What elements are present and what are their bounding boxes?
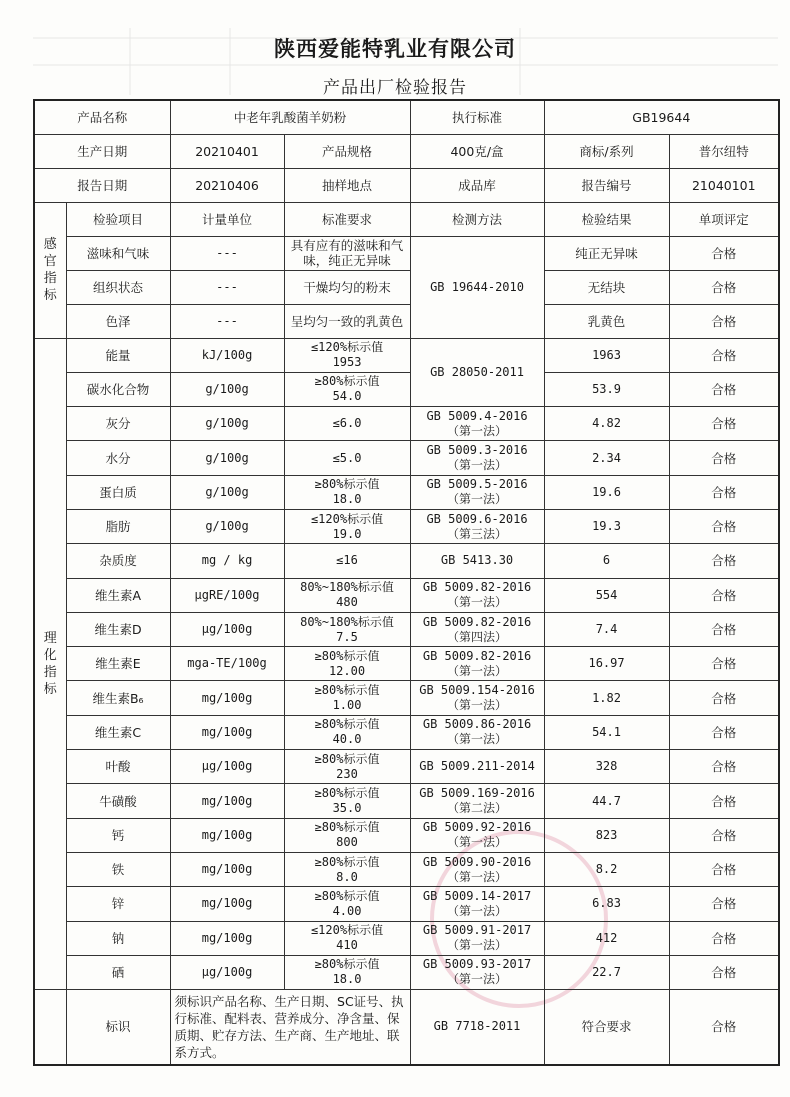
method-cell (410, 441, 544, 475)
requirement-line2: 40.0 (332, 732, 362, 747)
header-label: 商标/系列 (544, 134, 669, 168)
verdict-cell: 合格 (669, 304, 779, 338)
method-line2: （第一法） (447, 663, 508, 678)
requirement-cell (284, 715, 410, 749)
method-cell (410, 612, 544, 646)
item-name: 维生素D (66, 612, 170, 646)
verdict-cell: 合格 (669, 784, 779, 818)
method-line1: GB 5009.92-2016 (422, 820, 532, 835)
result-cell: 16.97 (544, 647, 669, 681)
item-name: 维生素A (66, 578, 170, 612)
table-row (34, 612, 779, 646)
requirement-line1: ≤120%标示值 (310, 923, 384, 938)
requirement-cell (284, 475, 410, 509)
header-value: 20210406 (170, 168, 284, 202)
unit-cell: --- (170, 304, 284, 338)
method-line1: GB 5009.86-2016 (422, 717, 532, 732)
verdict-cell: 合格 (669, 715, 779, 749)
item-name: 能量 (66, 338, 170, 372)
verdict-cell: 合格 (669, 921, 779, 955)
unit-cell: μg/100g (170, 750, 284, 784)
item-name: 铁 (66, 852, 170, 886)
category-sensory: 感 官 指 标 (34, 202, 66, 338)
requirement-line2: 35.0 (332, 801, 362, 815)
requirement-line1: ≥80%标示值 (314, 854, 380, 869)
unit-cell: mg/100g (170, 681, 284, 715)
verdict-cell: 合格 (669, 990, 779, 1065)
requirement-line1: ≥80%标示值 (314, 751, 380, 766)
item-name: 脂肪 (66, 509, 170, 543)
unit-cell: mga-TE/100g (170, 647, 284, 681)
unit-cell: g/100g (170, 407, 284, 441)
column-header-row (34, 202, 779, 236)
category-physchem: 理 化 指 标 (34, 338, 66, 990)
table-row (34, 715, 779, 749)
requirement-line2: 480 (336, 595, 358, 610)
table-row (34, 236, 779, 270)
requirement-line2: 8.0 (336, 869, 358, 884)
item-name: 色泽 (66, 304, 170, 338)
result-cell: 554 (544, 578, 669, 612)
header-value: GB19644 (544, 100, 779, 134)
requirement-line1: ≤120%标示值 (310, 511, 384, 526)
item-name: 维生素B₆ (66, 681, 170, 715)
table-row (34, 750, 779, 784)
requirement-cell: ≤6.0 (284, 407, 410, 441)
header-row (34, 168, 779, 202)
column-header-method: 检测方法 (410, 202, 544, 236)
result-cell: 符合要求 (544, 990, 669, 1065)
method-line2: （第一法） (447, 732, 508, 747)
column-header-unit: 计量单位 (170, 202, 284, 236)
unit-cell: μgRE/100g (170, 578, 284, 612)
table-row (34, 578, 779, 612)
method-cell (410, 784, 544, 818)
header-row (34, 100, 779, 134)
requirement-cell (284, 887, 410, 921)
method-cell (410, 407, 544, 441)
header-label: 执行标准 (410, 100, 544, 134)
table-row (34, 921, 779, 955)
verdict-cell: 合格 (669, 852, 779, 886)
requirement-line1: ≥80%标示值 (314, 477, 380, 492)
method-line1: GB 5009.154-2016 (419, 683, 535, 698)
header-label: 报告编号 (544, 168, 669, 202)
verdict-cell: 合格 (669, 475, 779, 509)
requirement-line1: ≥80%标示值 (314, 717, 380, 732)
requirement-line1: ≥80%标示值 (314, 374, 380, 389)
requirement-line1: ≥80%标示值 (314, 648, 380, 663)
unit-cell: mg/100g (170, 921, 284, 955)
item-name: 硒 (66, 955, 170, 989)
verdict-cell: 合格 (669, 407, 779, 441)
header-value: 中老年乳酸菌羊奶粉 (170, 100, 410, 134)
result-cell: 纯正无异味 (544, 236, 669, 270)
requirement-cell (284, 784, 410, 818)
requirement-line2: 19.0 (332, 526, 362, 541)
requirement-cell (284, 921, 410, 955)
requirement-line1: ≥80%标示值 (314, 957, 380, 972)
method-line1: GB 5009.3-2016 (426, 443, 528, 458)
unit-cell: g/100g (170, 441, 284, 475)
verdict-cell: 合格 (669, 681, 779, 715)
requirement-line1: 80%~180%标示值 (300, 580, 394, 595)
item-name: 维生素C (66, 715, 170, 749)
result-cell: 2.34 (544, 441, 669, 475)
item-name: 水分 (66, 441, 170, 475)
unit-cell: mg/100g (170, 715, 284, 749)
method-line2: （第一法） (447, 423, 508, 438)
method-line1: GB 5009.90-2016 (422, 854, 532, 869)
column-header-item: 检验项目 (66, 202, 170, 236)
item-name: 组织状态 (66, 270, 170, 304)
method-line2: （第一法） (447, 835, 508, 850)
requirement-line1: ≥80%标示值 (314, 683, 380, 698)
method-line1: GB 5009.82-2016 (422, 614, 532, 629)
method-line2: （第四法） (447, 629, 508, 644)
requirement-line1: ≥80%标示值 (314, 820, 380, 835)
method-cell: GB 7718-2011 (410, 990, 544, 1065)
column-header-requirement: 标准要求 (284, 202, 410, 236)
method-line1: GB 5009.14-2017 (422, 888, 532, 903)
result-cell: 4.82 (544, 407, 669, 441)
method-cell (410, 681, 544, 715)
labeling-requirement: 须标识产品名称、生产日期、SC证号、执行标准、配料表、营养成分、净含量、保质期、贮存方法、生产商、生产地址、联系方式。 (170, 990, 410, 1065)
method-line2: （第二法） (447, 801, 508, 815)
verdict-cell: 合格 (669, 509, 779, 543)
requirement-line1: ≥80%标示值 (314, 888, 380, 903)
requirement-cell: ≤5.0 (284, 441, 410, 475)
header-value: 20210401 (170, 134, 284, 168)
requirement-line2: 味，纯正无异味 (303, 253, 391, 268)
table-row (34, 475, 779, 509)
method-line1: GB 5009.82-2016 (422, 580, 532, 595)
requirement-line2: 18.0 (332, 492, 362, 507)
result-cell: 6 (544, 544, 669, 578)
table-row (34, 372, 779, 406)
requirement-line2: 410 (336, 938, 358, 953)
inspection-table (33, 99, 780, 1066)
result-cell: 44.7 (544, 784, 669, 818)
method-cell (410, 578, 544, 612)
header-row (34, 134, 779, 168)
unit-cell: --- (170, 236, 284, 270)
item-name: 蛋白质 (66, 475, 170, 509)
table-row (34, 647, 779, 681)
column-header-verdict: 单项评定 (669, 202, 779, 236)
requirement-cell: 呈均匀一致的乳黄色 (284, 304, 410, 338)
requirement-cell (284, 955, 410, 989)
unit-cell: mg/100g (170, 818, 284, 852)
table-row (34, 818, 779, 852)
requirement-cell (284, 681, 410, 715)
unit-cell: μg/100g (170, 955, 284, 989)
column-header-result: 检验结果 (544, 202, 669, 236)
method-line2: （第三法） (447, 526, 508, 541)
result-cell: 8.2 (544, 852, 669, 886)
header-label: 产品名称 (34, 100, 170, 134)
requirement-line2: 12.00 (328, 663, 366, 678)
verdict-cell: 合格 (669, 887, 779, 921)
method-line1: GB 5009.91-2017 (422, 923, 532, 938)
result-cell: 1963 (544, 338, 669, 372)
header-label: 产品规格 (284, 134, 410, 168)
result-cell: 19.6 (544, 475, 669, 509)
unit-cell: g/100g (170, 475, 284, 509)
method-cell: GB 5413.30 (410, 544, 544, 578)
table-row (34, 304, 779, 338)
result-cell: 22.7 (544, 955, 669, 989)
unit-cell: g/100g (170, 509, 284, 543)
item-name: 钙 (66, 818, 170, 852)
unit-cell: mg/100g (170, 784, 284, 818)
header-label: 生产日期 (34, 134, 170, 168)
requirement-cell (284, 818, 410, 852)
method-line1: GB 5009.4-2016 (426, 408, 528, 423)
verdict-cell: 合格 (669, 750, 779, 784)
result-cell: 412 (544, 921, 669, 955)
item-name: 杂质度 (66, 544, 170, 578)
method-line1: GB 5009.82-2016 (422, 648, 532, 663)
item-name: 锌 (66, 887, 170, 921)
result-cell: 53.9 (544, 372, 669, 406)
method-cell: GB 28050-2011 (410, 338, 544, 407)
result-cell: 乳黄色 (544, 304, 669, 338)
verdict-cell: 合格 (669, 578, 779, 612)
result-cell: 328 (544, 750, 669, 784)
method-cell (410, 715, 544, 749)
table-row (34, 338, 779, 372)
requirement-line1: 具有应有的滋味和气 (290, 238, 404, 253)
method-line2: （第一法） (447, 458, 508, 473)
method-line2: （第一法） (447, 595, 508, 610)
requirement-line1: 80%~180%标示值 (300, 614, 394, 629)
item-name: 标识 (66, 990, 170, 1065)
unit-cell: --- (170, 270, 284, 304)
table-row (34, 509, 779, 543)
method-line1: GB 5009.6-2016 (426, 511, 528, 526)
method-line1: GB 5009.169-2016 (419, 786, 535, 800)
result-cell: 54.1 (544, 715, 669, 749)
method-line2: （第一法） (447, 698, 508, 713)
unit-cell: mg/100g (170, 852, 284, 886)
requirement-line2: 800 (336, 835, 358, 850)
requirement-cell (284, 750, 410, 784)
method-cell (410, 509, 544, 543)
table-row (34, 407, 779, 441)
header-value: 普尔纽特 (669, 134, 779, 168)
table-row (34, 270, 779, 304)
requirement-cell (284, 852, 410, 886)
verdict-cell: 合格 (669, 236, 779, 270)
verdict-cell: 合格 (669, 270, 779, 304)
result-cell: 无结块 (544, 270, 669, 304)
method-cell (410, 887, 544, 921)
table-row (34, 784, 779, 818)
requirement-line2: 4.00 (332, 903, 362, 918)
unit-cell: mg/100g (170, 887, 284, 921)
header-label: 抽样地点 (284, 168, 410, 202)
method-line1: GB 5009.5-2016 (426, 477, 528, 492)
requirement-line2: 1953 (332, 355, 362, 370)
labeling-row (34, 990, 779, 1065)
verdict-cell: 合格 (669, 955, 779, 989)
requirement-line2: 230 (336, 766, 358, 781)
header-value: 400克/盒 (410, 134, 544, 168)
method-line2: （第一法） (447, 972, 508, 987)
table-row (34, 955, 779, 989)
company-name: 陕西爱能特乳业有限公司 (274, 36, 516, 61)
requirement-cell: ≤16 (284, 544, 410, 578)
requirement-cell: 干燥均匀的粉末 (284, 270, 410, 304)
method-cell: GB 19644-2010 (410, 236, 544, 338)
requirement-line1: ≥80%标示值 (314, 786, 380, 800)
requirement-cell (284, 338, 410, 372)
method-cell (410, 475, 544, 509)
requirement-cell (284, 647, 410, 681)
method-cell (410, 647, 544, 681)
requirement-cell (284, 236, 410, 270)
verdict-cell: 合格 (669, 441, 779, 475)
method-line2: （第一法） (447, 492, 508, 507)
verdict-cell: 合格 (669, 612, 779, 646)
item-name: 钠 (66, 921, 170, 955)
item-name: 灰分 (66, 407, 170, 441)
result-cell: 7.4 (544, 612, 669, 646)
method-cell: GB 5009.211-2014 (410, 750, 544, 784)
method-line2: （第一法） (447, 869, 508, 884)
requirement-line2: 1.00 (332, 698, 362, 713)
method-cell (410, 852, 544, 886)
table-row (34, 681, 779, 715)
method-cell (410, 818, 544, 852)
header-value: 21040101 (669, 168, 779, 202)
unit-cell: g/100g (170, 372, 284, 406)
verdict-cell: 合格 (669, 544, 779, 578)
report-title: 产品出厂检验报告 (323, 78, 467, 98)
item-name: 牛磺酸 (66, 784, 170, 818)
verdict-cell: 合格 (669, 647, 779, 681)
table-row (34, 887, 779, 921)
requirement-cell (284, 372, 410, 406)
item-name: 碳水化合物 (66, 372, 170, 406)
result-cell: 19.3 (544, 509, 669, 543)
item-name: 叶酸 (66, 750, 170, 784)
method-line1: GB 5009.93-2017 (422, 957, 532, 972)
requirement-cell (284, 509, 410, 543)
item-name: 维生素E (66, 647, 170, 681)
result-cell: 6.83 (544, 887, 669, 921)
method-cell (410, 921, 544, 955)
requirement-line2: 54.0 (332, 389, 362, 404)
result-cell: 1.82 (544, 681, 669, 715)
requirement-cell (284, 612, 410, 646)
method-line2: （第一法） (447, 938, 508, 953)
header-value: 成品库 (410, 168, 544, 202)
requirement-line1: ≤120%标示值 (310, 340, 384, 355)
method-cell (410, 955, 544, 989)
header-label: 报告日期 (34, 168, 170, 202)
requirement-cell (284, 578, 410, 612)
unit-cell: μg/100g (170, 612, 284, 646)
result-cell: 823 (544, 818, 669, 852)
unit-cell: mg / kg (170, 544, 284, 578)
method-line2: （第一法） (447, 903, 508, 918)
labeling-blank (34, 990, 66, 1065)
table-row (34, 441, 779, 475)
table-row (34, 544, 779, 578)
verdict-cell: 合格 (669, 338, 779, 372)
verdict-cell: 合格 (669, 818, 779, 852)
requirement-line2: 7.5 (336, 629, 358, 644)
unit-cell: kJ/100g (170, 338, 284, 372)
requirement-line2: 18.0 (332, 972, 362, 987)
item-name: 滋味和气味 (66, 236, 170, 270)
verdict-cell: 合格 (669, 372, 779, 406)
table-row (34, 852, 779, 886)
